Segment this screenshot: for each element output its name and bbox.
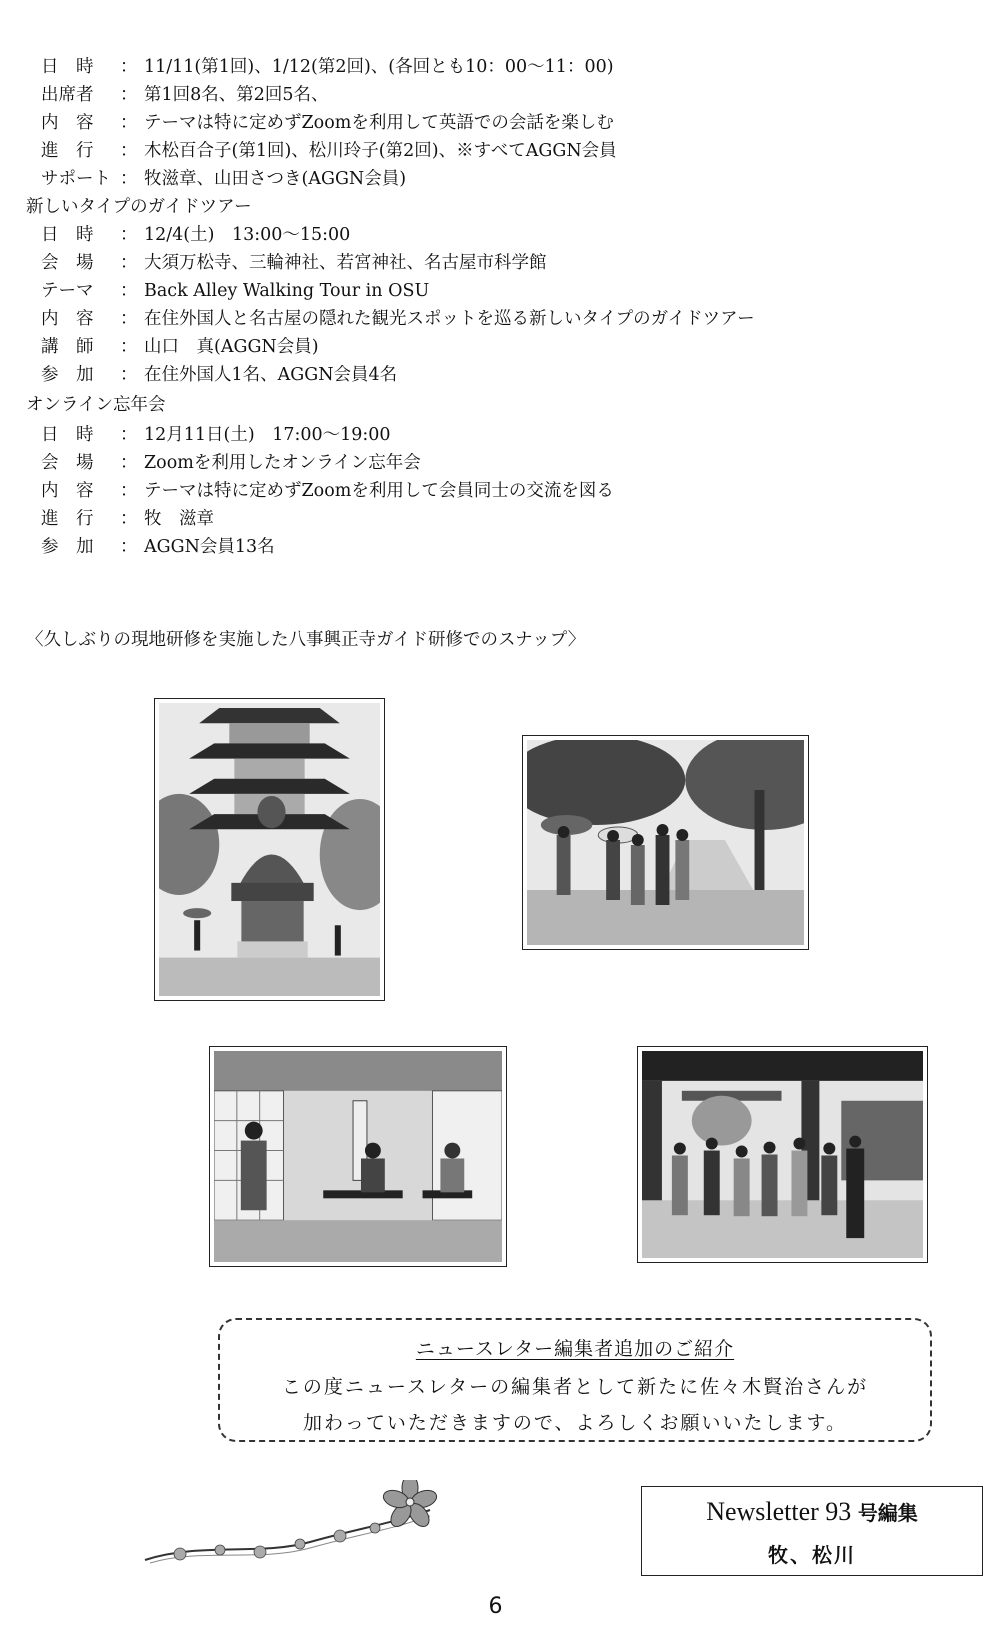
issue-suffix: 号編集 xyxy=(857,1501,918,1525)
row-colon: ： xyxy=(120,85,138,105)
row-label: 会 場 xyxy=(41,253,94,273)
row-label: 日 時 xyxy=(41,57,94,77)
row-label: 出席者 xyxy=(41,85,94,105)
row-colon: ： xyxy=(120,337,138,357)
row-value: Back Alley Walking Tour in OSU xyxy=(144,281,430,301)
row-value: 12/4(土) 13:00～15:00 xyxy=(144,225,351,245)
tea-room-image xyxy=(214,1051,502,1262)
row-colon: ： xyxy=(120,253,138,273)
editor-notice-box xyxy=(218,1318,932,1442)
row-colon: ： xyxy=(120,281,138,301)
row-label: 進 行 xyxy=(41,141,94,161)
row-value: 在住外国人と名古屋の隠れた観光スポットを巡る新しいタイプのガイドツアー xyxy=(144,309,755,329)
row-label: サポート xyxy=(41,169,111,189)
row-label: 内 容 xyxy=(41,481,94,501)
photo-pagoda-buddha xyxy=(154,698,385,1001)
notice-title: ニュースレター編集者追加のご紹介 xyxy=(415,1338,735,1360)
row-colon: ： xyxy=(120,113,138,133)
row-value: 木松百合子(第1回)、松川玲子(第2回)、※すべてAGGN会員 xyxy=(144,141,617,161)
sakura-ribbon-decoration xyxy=(140,1480,440,1580)
page-number: 6 xyxy=(488,1594,503,1619)
row-label: 参 加 xyxy=(41,537,94,557)
photo-tea-room xyxy=(209,1046,507,1267)
notice-line-1: この度ニュースレターの編集者として新たに佐々木賢治さんが xyxy=(281,1376,869,1398)
row-value: 11/11(第1回)、1/12(第2回)、(各回とも10：00～11：00) xyxy=(144,57,614,77)
row-value: 大須万松寺、三輪神社、若宮神社、名古屋市科学館 xyxy=(144,253,547,273)
row-value: 牧滋章、山田さつき(AGGN会員) xyxy=(144,169,407,189)
row-colon: ： xyxy=(120,309,138,329)
row-colon: ： xyxy=(120,509,138,529)
row-label: 進 行 xyxy=(41,509,94,529)
photo-group-umbrellas xyxy=(522,735,809,950)
row-label: 日 時 xyxy=(41,225,94,245)
section-heading: オンライン忘年会 xyxy=(26,395,166,415)
row-colon: ： xyxy=(120,481,138,501)
group-umbrella-image xyxy=(527,740,804,945)
row-label: 講 師 xyxy=(41,337,94,357)
row-value: 第1回8名、第2回5名、 xyxy=(144,85,329,105)
row-label: 内 容 xyxy=(41,113,94,133)
row-label: 会 場 xyxy=(41,453,94,473)
row-value: 山口 真(AGGN会員) xyxy=(144,337,319,357)
pagoda-image xyxy=(159,703,380,996)
newsletter-number: Newsletter 93 xyxy=(706,1497,852,1526)
row-value: 12月11日(土) 17:00～19:00 xyxy=(144,425,391,445)
photo-temple-gate-group xyxy=(637,1046,928,1263)
row-label: 日 時 xyxy=(41,425,94,445)
notice-line-2: 加わっていただきますので、よろしくお願いいたします。 xyxy=(303,1412,847,1434)
row-value: Zoomを利用したオンライン忘年会 xyxy=(144,453,421,473)
row-colon: ： xyxy=(120,425,138,445)
row-label: テーマ xyxy=(41,281,94,301)
row-colon: ： xyxy=(120,537,138,557)
row-colon: ： xyxy=(120,453,138,473)
newsletter-editors-box xyxy=(641,1486,983,1576)
row-value: 牧 滋章 xyxy=(144,509,214,529)
row-colon: ： xyxy=(120,141,138,161)
photo-caption: 〈久しぶりの現地研修を実施した八事興正寺ガイド研修でのスナップ〉 xyxy=(26,630,586,650)
section-heading: 新しいタイプのガイドツアー xyxy=(26,197,252,217)
temple-gate-image xyxy=(642,1051,923,1258)
row-label: 参 加 xyxy=(41,365,94,385)
row-colon: ： xyxy=(120,365,138,385)
newsletter-issue-line xyxy=(642,1497,982,1527)
row-colon: ： xyxy=(120,169,138,189)
row-value: AGGN会員13名 xyxy=(144,537,275,557)
row-colon: ： xyxy=(120,225,138,245)
editor-names: 牧、松川 xyxy=(768,1543,856,1567)
row-label: 内 容 xyxy=(41,309,94,329)
row-value: テーマは特に定めずZoomを利用して英語での会話を楽しむ xyxy=(144,113,614,133)
row-value: テーマは特に定めずZoomを利用して会員同士の交流を図る xyxy=(144,481,614,501)
row-value: 在住外国人1名、AGGN会員4名 xyxy=(144,365,398,385)
row-colon: ： xyxy=(120,57,138,77)
